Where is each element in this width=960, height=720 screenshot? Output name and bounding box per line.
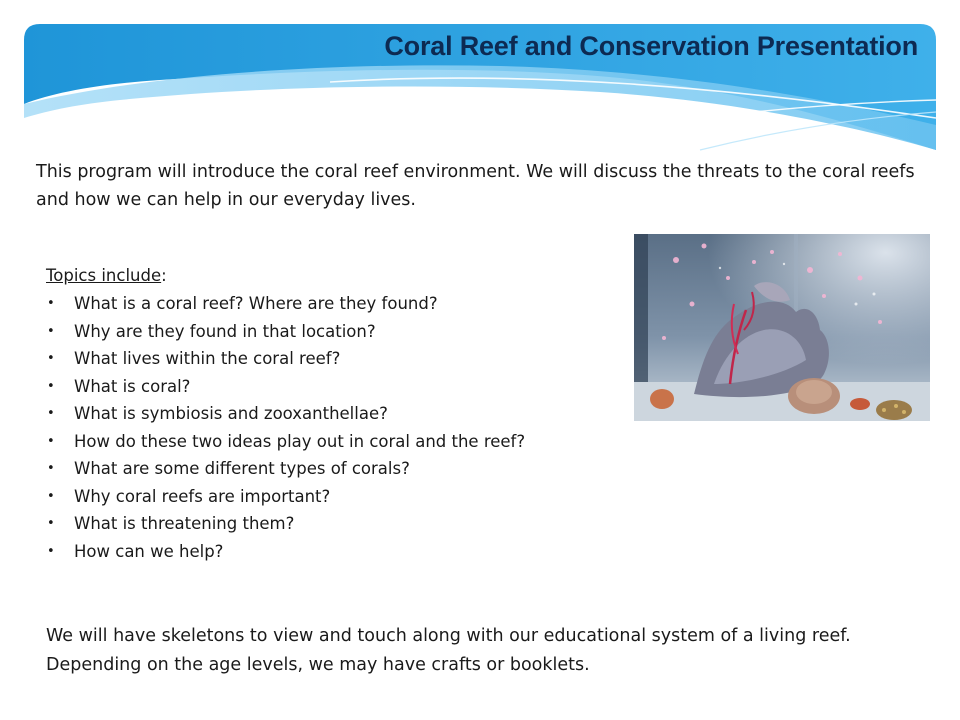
- list-item: [46, 373, 646, 401]
- topics-heading: [46, 262, 646, 290]
- list-item: [46, 455, 646, 483]
- topics-heading-label: Topics include: [46, 266, 162, 285]
- topic-text: Why are they found in that location?: [74, 321, 376, 341]
- closing-paragraph: We will have skeletons to view and touch along with our educational system of a living reef. Depending on the age levels, we may have crafts or booklets.: [46, 626, 851, 675]
- list-item: [46, 400, 646, 428]
- bullet-icon: •: [47, 296, 55, 311]
- topic-text: What is coral?: [74, 376, 191, 396]
- topic-text: How do these two ideas play out in coral and the reef?: [74, 431, 526, 451]
- bullet-icon: •: [47, 543, 55, 559]
- list-item: [46, 483, 646, 511]
- list-item: [46, 290, 646, 318]
- list-item: [46, 538, 646, 566]
- list-item: [46, 345, 646, 373]
- topic-text: What is symbiosis and zooxanthellae?: [74, 404, 388, 423]
- list-item: [46, 510, 646, 538]
- topic-text: What is threatening them?: [74, 514, 295, 533]
- bullet-icon: •: [47, 406, 55, 421]
- bullet-icon: •: [47, 516, 55, 531]
- bullet-icon: •: [47, 433, 55, 449]
- topics-heading-colon: :: [161, 266, 167, 285]
- topic-text: How can we help?: [74, 541, 224, 561]
- list-item: [46, 318, 646, 346]
- topic-text: What are some different types of corals?: [74, 459, 410, 478]
- topics-list: [46, 290, 646, 565]
- bullet-icon: •: [47, 323, 55, 339]
- slide-title: Coral Reef and Conservation Presentation: [384, 31, 918, 61]
- topic-text: Why coral reefs are important?: [74, 486, 331, 506]
- bullet-icon: •: [47, 351, 55, 366]
- header-wave-decoration: [0, 0, 960, 170]
- bullet-icon: •: [47, 488, 55, 504]
- bullet-icon: •: [47, 461, 55, 476]
- coral-reef-aquarium-photo: [634, 234, 930, 421]
- topics-section: [46, 262, 646, 565]
- intro-paragraph: This program will introduce the coral reef environment. We will discuss the threats to the coral reefs and how we can help in our everyday lives.: [36, 162, 915, 210]
- topic-text: What is a coral reef? Where are they found?: [74, 294, 438, 313]
- list-item: [46, 428, 646, 456]
- topic-text: What lives within the coral reef?: [74, 349, 341, 368]
- bullet-icon: •: [47, 378, 55, 394]
